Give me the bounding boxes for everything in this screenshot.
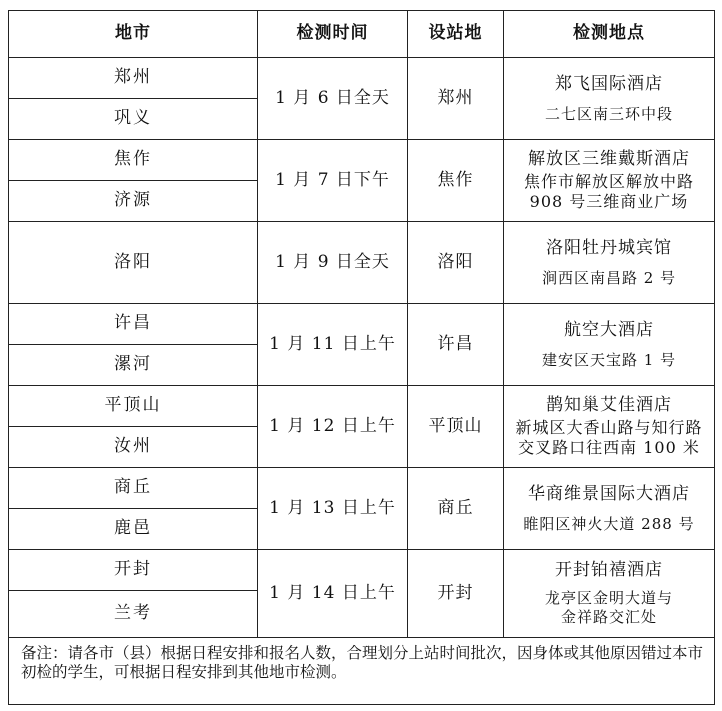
time-cell: 1 月 13 日上午 xyxy=(258,468,408,550)
venue-name: 洛阳牡丹城宾馆 xyxy=(546,237,672,258)
place-cell xyxy=(504,468,715,550)
venue-address: 交叉路口往西南 100 米 xyxy=(518,438,700,458)
site-cell: 开封 xyxy=(408,550,504,638)
venue-address: 新城区大香山路与知行路 xyxy=(515,418,703,438)
venue-name: 鹊知巢艾佳酒店 xyxy=(546,394,672,415)
table-row xyxy=(9,222,715,304)
time-cell: 1 月 6 日全天 xyxy=(258,58,408,140)
time-cell: 1 月 11 日上午 xyxy=(258,304,408,386)
site-cell: 商丘 xyxy=(408,468,504,550)
city-cell: 巩义 xyxy=(9,99,258,140)
city-cell: 兰考 xyxy=(9,591,258,638)
city-cell: 汝州 xyxy=(9,427,258,468)
city-cell: 许昌 xyxy=(9,304,258,345)
venue-address: 龙亭区金明大道与 xyxy=(544,589,673,608)
place-cell xyxy=(504,304,715,386)
place-cell xyxy=(504,550,715,638)
venue-name: 航空大酒店 xyxy=(564,319,654,340)
place-cell xyxy=(504,222,715,304)
table-row xyxy=(9,58,715,99)
site-cell: 洛阳 xyxy=(408,222,504,304)
time-cell: 1 月 12 日上午 xyxy=(258,386,408,468)
site-cell: 许昌 xyxy=(408,304,504,386)
site-cell: 焦作 xyxy=(408,140,504,222)
venue-name: 开封铂禧酒店 xyxy=(555,560,663,581)
venue-name: 华商维景国际大酒店 xyxy=(528,483,690,504)
city-cell: 洛阳 xyxy=(9,222,258,304)
site-cell: 平顶山 xyxy=(408,386,504,468)
venue-address: 焦作市解放区解放中路 xyxy=(523,172,694,192)
header-city: 地市 xyxy=(9,11,258,58)
table-row xyxy=(9,386,715,427)
footnote: 备注：请各市（县）根据日程安排和报名人数，合理划分上站时间批次，因身体或其他原因错过本市初检的学生，可根据日程安排到其他地市检测。 xyxy=(9,638,715,705)
city-cell: 漯河 xyxy=(9,345,258,386)
city-cell: 商丘 xyxy=(9,468,258,509)
city-cell: 郑州 xyxy=(9,58,258,99)
venue-address: 建安区天宝路 1 号 xyxy=(541,350,677,369)
table-row xyxy=(9,468,715,509)
place-cell xyxy=(504,386,715,468)
city-cell: 开封 xyxy=(9,550,258,591)
header-place: 检测地点 xyxy=(504,11,715,58)
city-cell: 鹿邑 xyxy=(9,509,258,550)
venue-name: 郑飞国际酒店 xyxy=(555,73,663,94)
schedule-table xyxy=(8,10,715,705)
venue-address: 908 号三维商业广场 xyxy=(529,192,689,212)
venue-address: 涧西区南昌路 2 号 xyxy=(541,268,677,287)
venue-address: 睢阳区神火大道 288 号 xyxy=(523,514,695,533)
header-time: 检测时间 xyxy=(258,11,408,58)
table-row xyxy=(9,140,715,181)
place-cell xyxy=(504,140,715,222)
venue-address: 金祥路交汇处 xyxy=(560,608,657,627)
city-cell: 平顶山 xyxy=(9,386,258,427)
time-cell: 1 月 7 日下午 xyxy=(258,140,408,222)
time-cell: 1 月 14 日上午 xyxy=(258,550,408,638)
place-cell xyxy=(504,58,715,140)
header-site: 设站地 xyxy=(408,11,504,58)
note-row xyxy=(9,638,715,705)
time-cell: 1 月 9 日全天 xyxy=(258,222,408,304)
city-cell: 焦作 xyxy=(9,140,258,181)
city-cell: 济源 xyxy=(9,181,258,222)
venue-name: 解放区三维戴斯酒店 xyxy=(528,148,690,169)
table-row xyxy=(9,550,715,591)
venue-address: 二七区南三环中段 xyxy=(544,104,673,123)
table-row xyxy=(9,304,715,345)
header-row xyxy=(9,11,715,58)
site-cell: 郑州 xyxy=(408,58,504,140)
